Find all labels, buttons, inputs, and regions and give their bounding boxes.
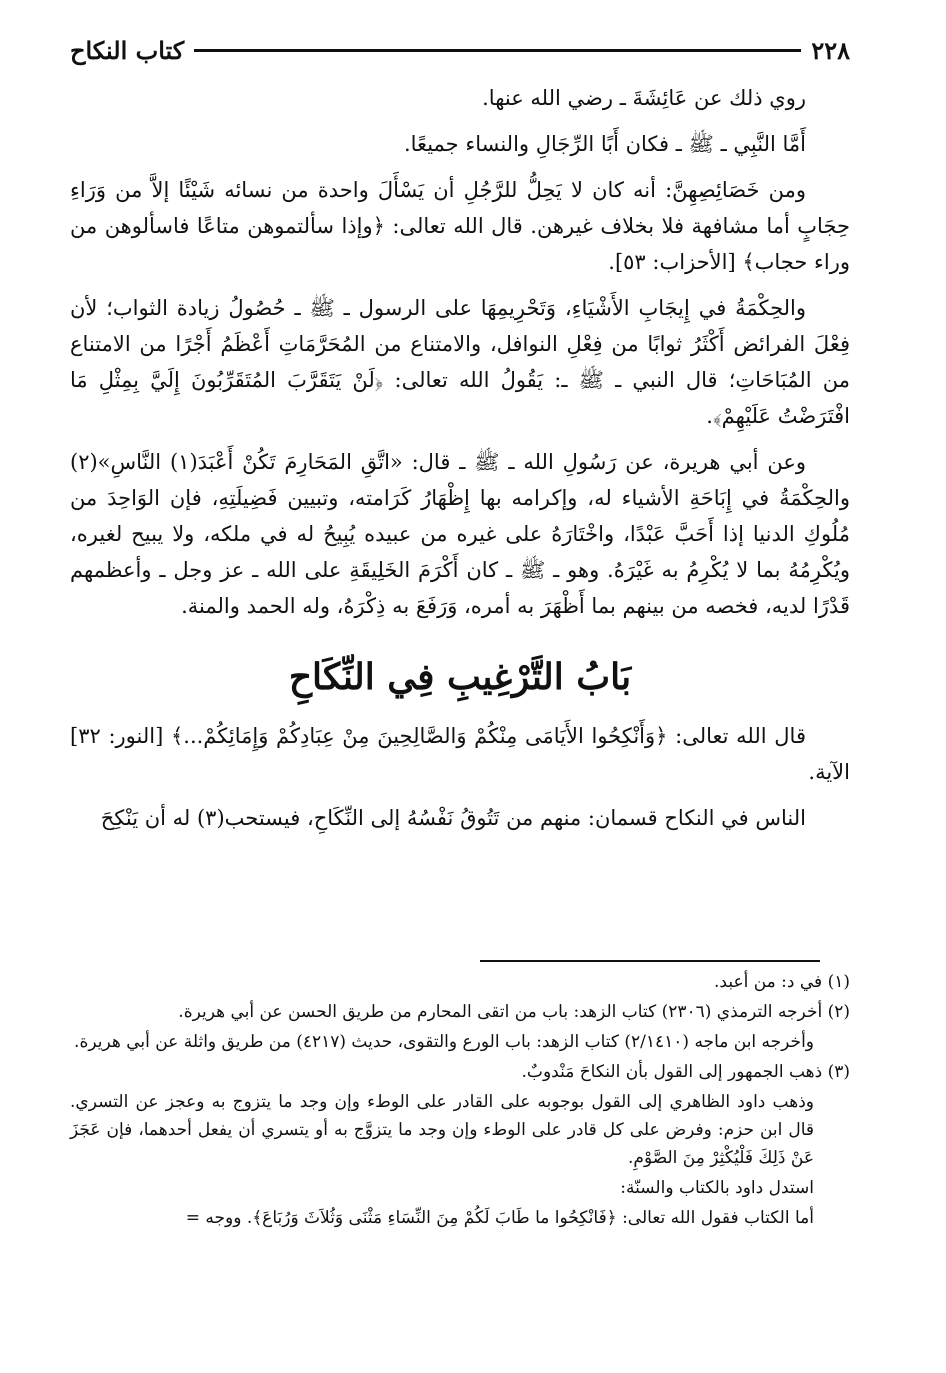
book-title: كتاب النكاح: [70, 35, 185, 65]
footnote-continuation: استدل داود بالكتاب والسنّة:: [620, 1178, 814, 1198]
page-number: ٢٢٨: [811, 35, 850, 65]
chapter-paragraph: الناس في النكاح قسمان: منهم من تَتُوقُ نَفْسُهُ إلى النِّكَاحِ، فيستحب(٣) له أن يَنْكِحَ: [100, 806, 806, 830]
paragraph: ومن خَصَائِصِهِنَّ: أنه كان لا يَحِلُّ للرَّجُلِ أن يَسْأَلَ واحدة من نسائه شَيْئًا إلاَّ من وَرَاءِ حِجَابٍ أما مشافهة فلا بخلاف غيرهن. قال الله تعالى: ﴿وإذا سألتموهن متاعًا فاسألوهن من وراء حجاب﴾ [الأحزاب: ٥٣].: [70, 178, 850, 274]
footnote-continuation: وذهب داود الظاهري إلى القول بوجوبه على القادر على الوطء وإن وجد ما يتزوج به وعجز عن التسري. قال ابن حزم: وفرض على كل قادر على الوطء وإن وجد ما يتزوَّج به أو يتسري أن يفعل أحدهما، فإن عَجَزَ عَنْ ذَلِكَ فَلْيُكْثِرْ مِنَ الصَّوْمِ.: [70, 1092, 814, 1168]
footnote: (٣) ذهب الجمهور إلى القول بأن النكاحَ مَنْدوبٌ.: [521, 1062, 850, 1082]
page-header: [70, 30, 850, 70]
footnote-continuation: وأخرجه ابن ماجه (٢/١٤١٠) كتاب الزهد: باب الورع والتقوى، حديث (٤٢١٧) من طريق واثلة عن أبي هريرة.: [74, 1032, 814, 1052]
chapter-title: بَابُ التَّرْغِيبِ فِي النِّكَاحِ: [288, 656, 632, 698]
paragraph: روي ذلك عن عَائِشَةَ ـ رضي الله عنها.: [482, 86, 806, 110]
footnote-divider: [480, 960, 820, 962]
footnote-continuation: أما الكتاب فقول الله تعالى: ﴿فَانْكِحُوا ما طَابَ لَكُمْ مِنَ النِّسَاءِ مَثْنَى وَثُلاَثَ وَرُبَاعَ﴾. ووجه =: [185, 1208, 814, 1228]
footnote: (٢) أخرجه الترمذي (٢٣٠٦) كتاب الزهد: باب من اتقى المحارم من طريق الحسن عن أبي هريرة.: [178, 1002, 850, 1022]
paragraph: والحِكْمَةُ في إِيجَابِ الأَشْيَاءِ، وَتَحْرِيمِهَا على الرسول ـ ﷺ ـ حُصُولُ زيادة الثواب؛ لأن فِعْلَ الفرائض أَكْثَرُ ثوابًا من فِعْلِ النوافل، والامتناع من المُحَرَّمَاتِ أَعْظَمُ أَجْرًا من الامتناع من المُبَاحَاتِ؛ قال النبي ـ ﷺ ـ: يَقُولُ الله تعالى: ﴿لَنْ يَتَقَرَّبَ المُتَقَرِّبُونَ إِلَيَّ بِمِثْلِ مَا افْتَرَضْتُ عَلَيْهِمْ﴾.: [70, 296, 850, 428]
footnote: (١) في د: من أعبد.: [714, 972, 850, 992]
page-body: [70, 30, 850, 844]
footnotes: [70, 968, 850, 1234]
paragraph: أَمَّا النَّبِي ـ ﷺ ـ فكان أَبًا الرِّجَالِ والنساء جميعًا.: [403, 132, 806, 156]
header-rule: [194, 49, 801, 52]
paragraph: وعن أبي هريرة، عن رَسُولِ الله ـ ﷺ ـ قال: «اتَّقِ المَحَارِمَ تَكُنْ أَعْبَدَ(١) النَّاسِ»(٢) والحِكْمَةُ في إِبَاحَةِ الأشياء له، وإكرامه بها إِظْهَارُ كَرَامته، وتبيين فَضِيلَتِهِ، فإن الوَاحِدَ من مُلُوكِ الدنيا إذا أَحَبَّ عَبْدًا، واخْتَارَهُ على غيره من عبيده يُبِيحُ له في ملكه، ولا يبيح لغيره، ويُكْرِمُهُ بما لا يُكْرِمُ به غَيْرَهُ. وهو ـ ﷺ ـ كان أَكْرَمَ الخَلِيقَةِ على الله ـ عز وجل ـ وأعظمهم قَدْرًا لديه، فخصه من بينهم بما أَظْهَرَ به أمره، وَرَفَعَ به ذِكْرَهُ، وله الحمد والمنة.: [70, 450, 850, 618]
chapter-paragraph: قال الله تعالى: ﴿وَأَنْكِحُوا الأَيَامَى مِنْكُمْ وَالصَّالِحِينَ مِنْ عِبَادِكُمْ وَإِمَائِكُمْ...﴾ [النور: ٣٢] الآية.: [70, 724, 850, 784]
